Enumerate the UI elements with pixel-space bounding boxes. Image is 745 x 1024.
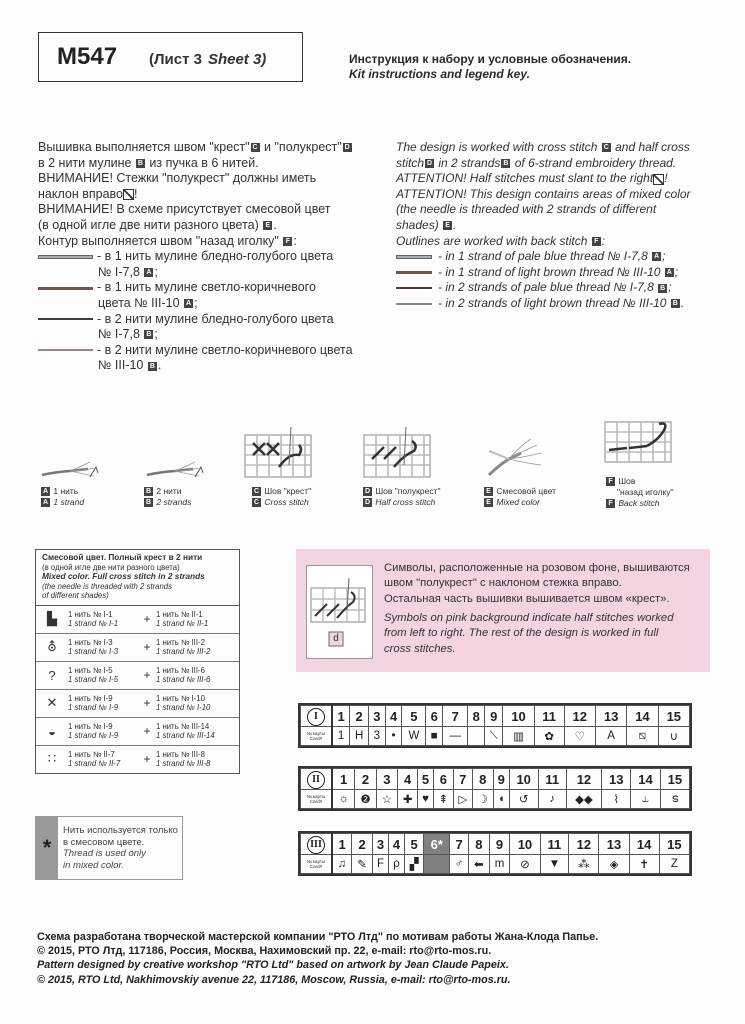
plus-icon: + [143,724,151,738]
key-b: B [145,488,152,496]
mixed-symbol: ▙ [47,611,57,626]
grid-col-number: 6 [433,769,453,790]
grid-symbol: ↺ [509,790,538,809]
mixed-sub-en2: of different shades) [42,591,109,600]
grid-symbol: m [489,855,510,874]
grid-symbol [468,727,485,746]
key-b: B [672,300,678,308]
grid-col-number: 8 [468,834,489,855]
swatch-light-brown-1 [38,287,93,290]
grid-col-number: 6 [426,706,443,727]
grid-symbol: ⟍ [485,727,503,746]
sheet-ru: (Лист 3 [149,51,202,68]
title-box [38,32,303,82]
grid-symbol: ✿ [534,727,564,746]
thread-a-ru: 1 нить № I-1 [68,609,113,619]
key-e: E [443,221,452,230]
ru-s3a: - в 2 нити мулине бледно-голубого цвета [97,311,334,326]
star-ru2: в смесовом цвете. [63,836,145,848]
grid-symbol: ☆ [376,790,397,809]
card-label: № карты Card# [301,727,333,746]
ru-s3b: № I-7,8 [98,327,140,342]
plus-icon: + [143,640,151,654]
grid-symbol: ♥ [418,790,434,809]
grid-col-number: 15 [658,706,689,727]
swatch-pale-blue-2 [38,318,93,320]
en-line4: ATTENTION! This design contains areas of mixed color [396,186,691,201]
pink-ru1: Символы, расположенные на розовом фоне, вышиваются [384,562,690,574]
key-c: C [253,488,260,496]
caption-en: 2 strands [156,497,192,507]
grid-symbol: ☽ [472,790,493,809]
key-d: D [364,499,371,507]
instructions-en: The design is worked with cross stitch C and half cross stitch D in 2 strands B of 6-strand embroidery thread. ATTENTION! Half stitches must slant to the right ! ATTENTION! This design contains areas of mixed color (the needle is threaded with 2 strands of different shades) E . Outlines are worked with back stitch F : - in 1 strand of pale blue thread № I-7,8 A ; - in 1 strand of light brown thread № III-10 A ; - in 2 strands of pale blue thread № I-7,8 B ; - in 2 strands of light brown thread № III-10 B . [396,140,726,312]
sample-symbol: d [333,633,339,644]
diagram-caption-a [40,486,84,508]
caption-ru: 2 нити [156,486,182,496]
mixed-symbol: ◒ [48,723,56,739]
grid-col-number: 12 [566,769,601,790]
key-c: C [252,144,258,152]
en-s4: - in 2 strands of light brown thread № III-10 [438,295,667,310]
diagram-back-stitch-illustration [603,418,675,466]
footer-line1: Схема разработана творческой мастерской компании "РТО Лтд" по мотивам работы Жана-Клода Папье. [37,931,599,943]
thread-a-ru: 1 нить № I-9 [68,693,113,703]
thread-a-en: 1 strand № I-1 [68,619,119,628]
mixed-title-ru: Смесовой цвет. Полный крест в 2 нити [42,552,203,562]
grid-symbol: ■ [426,727,443,746]
footer-line2: © 2015, РТО Лтд, 117186, Россия, Москва, Нахимовский пр. 22, e-mail: rto@rto-mos.ru. [37,945,492,958]
mixed-row [36,606,239,634]
grid-col-number: 5 [418,769,434,790]
plus-icon: + [143,696,151,710]
caption-en: Back stitch [618,498,660,508]
caption-en: Half cross stitch [375,497,436,507]
mixed-row [36,718,239,746]
key-c: C [603,144,609,152]
caption-ru: Смесовой цвет [496,486,557,496]
en-s2: - in 1 strand of light brown thread № III-10 [438,264,661,279]
key-d: D [344,144,350,152]
card-number-cell [301,834,333,855]
grid-symbol: ▥ [503,727,534,746]
grid-symbol: • [385,727,402,746]
key-e: E [484,487,493,496]
grid-symbol: W [402,727,426,746]
slant-icon [653,174,664,185]
grid-col-number: 1 [332,706,350,727]
grid-symbol: ▷ [453,790,472,809]
grid-col-number: 8 [468,706,485,727]
grid-symbol: F [372,855,388,874]
key-e: E [263,221,272,230]
mixed-symbol: ∷ [47,751,57,766]
card-roman-badge: III [307,836,325,854]
key-b: B [137,159,143,167]
caption-ru: Шов "полукрест" [375,486,441,496]
caption-ru2: "назад иголку" [617,487,674,497]
grid-col-number: 5 [405,834,424,855]
diagram-caption-f [605,476,674,509]
sheet-label [149,51,266,68]
grid-col-number: 3 [369,706,386,727]
card-label: № карты Card# [301,855,333,874]
ru-s4b: № III-10 [98,358,144,373]
en-line3: ATTENTION! Half stitches must slant to the right [396,171,654,186]
pink-text-en [384,611,673,657]
thread-b-ru: 1 нить № I-10 [156,693,205,703]
diagram-1-strand-illustration [40,455,110,483]
plus-icon: + [143,752,151,766]
grid-col-number: 10 [503,706,534,727]
grid-col-number: 7 [453,769,472,790]
ru-s4a: - в 2 нити мулине светло-коричневого цвета [97,342,353,357]
en-line1a: The design is worked with cross stitch [396,140,598,154]
grid-symbol: ⁂ [569,855,599,874]
key-a: A [146,268,152,276]
key-a: A [42,488,49,496]
grid-col-number: 4 [389,834,405,855]
ru-line6: (в одной игле две нити разного цвета) [38,217,259,232]
mixed-row [36,634,239,662]
key-c: C [253,499,260,507]
key-b: B [145,499,152,507]
en-s1: - in 1 strand of pale blue thread № I-7,8 [438,249,648,264]
grid-symbol: ◈ [599,855,629,874]
key-f: F [283,237,292,246]
swatch-light-brown-1 [396,271,432,274]
grid-symbol [424,855,450,874]
caption-en: 1 strand [53,497,85,507]
thread-a-en: 1 strand № I-3 [68,647,119,656]
thread-a-ru: 1 нить № I-3 [68,637,113,647]
grid-symbol: ☼ [332,790,355,809]
grid-col-number: 11 [538,769,566,790]
heading-ru: Инструкция к набору и условные обозначения. [349,52,632,66]
caption-ru: Шов "крест" [264,486,312,496]
grid-col-number: 14 [629,834,659,855]
grid-col-number: 14 [631,769,660,790]
thread-a-ru: 1 нить № II-7 [68,749,115,759]
key-a: A [654,253,660,261]
diagram-cross-stitch-illustration [243,425,315,480]
card-number-cell [301,706,333,727]
pattern-code: M547 [57,43,118,70]
grid-col-number: 9 [493,769,509,790]
thread-a-ru: 1 нить № I-9 [68,721,113,731]
grid-symbol: ◆◆ [566,790,601,809]
plus-icon: + [143,668,151,682]
key-b: B [660,284,666,292]
card-roman-badge: I [307,708,325,726]
grid-symbol: ട [660,790,689,809]
thread-b-ru: 1 нить № III-8 [156,749,205,759]
ru-s1a: - в 1 нить мулине бледно-голубого цвета [97,249,334,264]
thread-a-en: 1 strand № II-7 [68,759,121,768]
mixed-row [36,746,239,773]
mixed-sub-ru: (в одной игле две нити разного цвета) [42,562,180,572]
ru-line3: ВНИМАНИЕ! Стежки "полукрест" должны иметь [38,171,317,186]
mixed-color-table [35,549,240,774]
star-legend [35,816,183,880]
thread-b-en: 1 strand № III-14 [156,731,215,740]
grid-col-number: 8 [472,769,493,790]
grid-col-number: 7 [443,706,468,727]
grid-symbol: ▼ [540,855,569,874]
mixed-symbol: ✕ [46,695,58,710]
swatch-light-brown-2 [38,349,93,351]
key-b: B [149,362,155,370]
ru-line1b: и "полукрест" [260,140,342,154]
caption-ru: Шов [618,476,636,486]
footer-line4: © 2015, RTO Ltd, Nakhimovskiy avenue 22, 117186, Moscow, Russia, e-mail: rto@rto-mos.ru. [37,973,511,986]
key-f: F [592,237,601,246]
swatch-pale-blue-1 [396,255,432,259]
grid-symbol: A [595,727,626,746]
pink-ru2: швом "полукрест" с наклоном стежка вправо. [384,577,622,590]
grid-col-number: 2 [352,834,373,855]
footer-line3: Pattern designed by creative workshop "RTO Ltd" based on artwork by Jean Claude Papeix. [37,959,509,972]
thread-b-ru: 1 нить № III-14 [156,721,210,731]
slant-icon [123,189,134,200]
caption-ru: 1 нить [53,486,79,496]
grid-col-number: 4 [385,706,402,727]
grid-symbol: — [443,727,468,746]
instructions-ru: Вышивка выполняется швом "крест" C и "полукрест" D в 2 нити мулине B из пучка в 6 нитей. ВНИМАНИЕ! Стежки "полукрест" должны иметь наклон вправо ! ВНИМАНИЕ! В схеме присутствует смесовой цвет (в одной игле две нити разного цвета) E . Контур выполняется швом "назад иголку" F : - в 1 нить мулине бледно-голубого цвета № I-7,8 A ; - в 1 нить мулине светло-коричневого цвета № III-10 A ; - в 2 нити мулине бледно-голубого цвета № I-7,8 B ; - в 2 нити мулине светло-коричневого цвета № III-10 B . [38,140,368,374]
key-a: A [666,269,672,277]
grid-col-number: 9 [489,834,510,855]
key-e: E [484,498,493,507]
caption-en: Cross stitch [264,497,309,507]
grid-col-number: 15 [660,769,689,790]
grid-col-number: 14 [627,706,658,727]
thread-a-ru: 1 нить № I-5 [68,665,113,675]
grid-symbol: ◖ [493,790,509,809]
grid-symbol: ⇞ [433,790,453,809]
mixed-color-header [36,550,239,606]
grid-col-number: 13 [602,769,631,790]
en-line6: shades) [396,217,439,232]
diagram-mixed-color-illustration [485,435,547,480]
grid-col-number: 7 [450,834,469,855]
key-d: D [364,488,371,496]
grid-col-number: 6* [424,834,450,855]
card-number-cell [301,769,333,790]
thread-a-en: 1 strand № I-9 [68,703,119,712]
grid-symbol: ∪ [658,727,689,746]
thread-a-en: 1 strand № I-5 [68,675,119,684]
grid-col-number: 11 [534,706,564,727]
thread-a-en: 1 strand № I-9 [68,731,119,740]
grid-col-number: 3 [372,834,388,855]
grid-symbol: ⧅ [627,727,658,746]
caption-en: Mixed color [496,497,540,507]
grid-col-number: 2 [350,706,369,727]
symbol-grid-card-1 [298,703,692,748]
grid-symbol: ❷ [355,790,376,809]
thread-b-en: 1 strand № III-2 [156,647,211,656]
key-b: B [146,331,152,339]
star-en1: Thread is used only [63,848,146,859]
grid-col-number: 13 [599,834,629,855]
mixed-row [36,690,239,718]
key-d: D [426,159,433,167]
key-f: F [606,477,615,486]
grid-col-number: 10 [510,834,540,855]
grid-symbol: H [350,727,369,746]
grid-col-number: 15 [659,834,689,855]
diagram-caption-e [483,486,556,508]
ru-s2b: цвета № III-10 [98,295,180,310]
diagram-caption-b [143,486,191,508]
card-label: № карты Card# [301,790,333,809]
grid-symbol: ♂ [450,855,469,874]
en-line2a: stitch [396,155,425,170]
diagram-2-strands-illustration [145,455,215,483]
thread-b-ru: 1 нить № II-1 [156,609,203,619]
grid-col-number: 9 [485,706,503,727]
key-a: A [42,499,49,507]
diagram-caption-c [251,486,311,508]
star-en2: in mixed color. [63,859,124,871]
grid-col-number: 4 [398,769,418,790]
mixed-row [36,662,239,690]
grid-col-number: 13 [595,706,626,727]
grid-col-number: 12 [564,706,595,727]
thread-b-en: 1 strand № III-6 [156,675,211,684]
grid-symbol: ρ [389,855,405,874]
ru-line1a: Вышивка выполняется швом "крест" [38,140,250,154]
swatch-pale-blue-1 [38,255,93,259]
grid-col-number: 3 [376,769,397,790]
ru-line5: ВНИМАНИЕ! В схеме присутствует смесовой цвет [38,202,331,217]
grid-col-number: 5 [402,706,426,727]
mixed-sub-en1: (the needle is threaded with 2 strands [42,581,173,591]
grid-symbol: ✝ [629,855,659,874]
ru-s2a: - в 1 нить мулине светло-коричневого [97,280,316,295]
pink-en3: cross stitches. [384,642,456,655]
star-legend-text [63,825,178,871]
grid-col-number: 10 [509,769,538,790]
diagram-half-cross-illustration [362,425,434,480]
ru-s1b: № I-7,8 [98,264,140,279]
grid-col-number: 1 [332,834,352,855]
pink-text-ru [384,561,690,607]
grid-col-number: 11 [540,834,569,855]
grid-symbol: ⬅ [468,855,489,874]
en-s3: - in 2 strands of pale blue thread № I-7,8 [438,280,654,295]
star-icon: * [36,817,58,879]
star-ru1: Нить используется только [63,825,178,836]
symbol-grid-card-3 [298,831,692,876]
grid-symbol: ✚ [398,790,418,809]
diagram-caption-d [362,486,440,508]
symbol-grid-card-2 [298,766,692,811]
heading-en: Kit instructions and legend key. [349,67,530,81]
mixed-symbol: ? [48,667,56,683]
grid-symbol: ✎ [352,855,373,874]
pink-ru3: Остальная часть вышивки вышивается швом «крест». [384,592,670,605]
swatch-pale-blue-2 [396,287,432,289]
grid-col-number: 1 [332,769,355,790]
grid-col-number: 2 [355,769,376,790]
swatch-light-brown-2 [396,303,432,305]
pink-en1: Symbols on pink background indicate half stitches worked [384,612,674,624]
ru-line2b: из пучка в 6 нитей. [145,155,259,170]
grid-symbol: ♫ [332,855,352,874]
grid-symbol: ▞ [405,855,424,874]
ru-line7: Контур выполняется швом "назад иголку" [38,233,279,248]
thread-b-ru: 1 нить № III-2 [156,637,205,647]
half-stitch-sample [306,565,373,659]
thread-b-ru: 1 нить № III-6 [156,665,205,675]
mixed-symbol: ⛢ [47,639,57,654]
key-a: A [186,300,192,308]
card-roman-badge: II [307,771,325,789]
en-line2b: in 2 strands [435,155,501,170]
grid-symbol: Z [659,855,689,874]
grid-symbol: ⊘ [510,855,540,874]
thread-b-en: 1 strand № II-1 [156,619,209,628]
ru-line2a: в 2 нити мулине [38,155,132,170]
grid-symbol: ♡ [564,727,595,746]
thread-b-en: 1 strand № I-10 [156,703,211,712]
plus-icon: + [143,612,151,626]
grid-symbol: 3 [369,727,386,746]
pink-en2: from left to right. The rest of the design is worked in full [384,627,659,640]
key-b: B [503,159,509,167]
key-f: F [606,499,615,508]
grid-symbol: ⥿ [631,790,660,809]
grid-symbol: ⌇ [602,790,631,809]
footer-credits [37,930,598,987]
thread-b-en: 1 strand № III-8 [156,759,211,768]
en-line7: Outlines are worked with back stitch [396,233,588,248]
ru-line4: наклон вправо [38,186,123,201]
half-stitch-note [296,549,710,672]
grid-symbol: 1 [332,727,350,746]
en-line1b: and half cross [611,140,690,154]
en-line2c: of 6-strand embroidery thread. [511,155,677,170]
grid-col-number: 12 [569,834,599,855]
en-line5: (the needle is threaded with 2 strands of different [396,202,657,217]
sheet-en: Sheet 3) [207,51,267,68]
grid-symbol: ♪ [538,790,566,809]
mixed-title-en: Mixed color. Full cross stitch in 2 strands [42,571,205,581]
